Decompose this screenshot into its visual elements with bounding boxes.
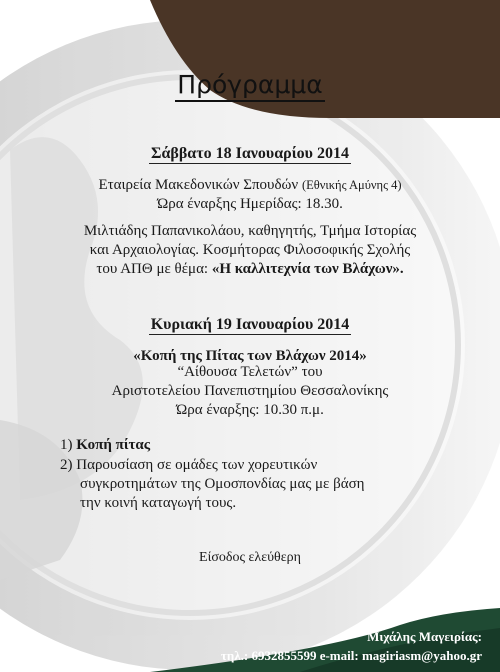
footer-phone: 6932855599 [251, 648, 317, 663]
footer-contact-details: τηλ.: 6932855599 e-mail: magiriasm@yahoo.gr [220, 648, 482, 663]
day1-speaker-line3: του ΑΠΘ με θέμα: «Η καλλιτεχνία των Βλάχων». [96, 261, 404, 277]
day1-speaker-line1: Μιλτιάδης Παπανικολάου, καθηγητής, Τμήμα Ιστορίας [83, 223, 417, 239]
program-item-2-line3: την κοινή καταγωγή τους. [80, 495, 237, 511]
day1-speaker-line2: και Αρχαιολογίας. Κοσμήτορας Φιλοσοφικής Σχολής [89, 242, 411, 258]
entry-note: Είσοδος ελεύθερη [199, 550, 301, 565]
footer-contact-name: Μιχάλης Μαγειρίας: [367, 629, 482, 644]
day2-hall: “Αίθουσα Τελετών” του [177, 364, 323, 380]
page-title: Πρόγραμμα [0, 70, 500, 99]
day1-heading: Σάββατο 18 Ιανουαρίου 2014 [151, 145, 349, 162]
program-item-1: 1) Κοπή πίτας [60, 437, 151, 453]
day2-event-title: «Κοπή της Πίτας των Βλάχων 2014» [133, 348, 367, 364]
footer-email: magiriasm@yahoo.gr [361, 648, 482, 663]
program-item-2-line2: συγκροτημάτων της Ομοσπονδίας μας με βάση [80, 476, 365, 492]
day1-start-time: Ώρα έναρξης Ημερίδας: 18.30. [157, 196, 343, 212]
day2-university: Αριστοτελείου Πανεπιστημίου Θεσσαλονίκης [111, 383, 389, 399]
program-item-2: 2) Παρουσίαση σε ομάδες των χορευτικών [60, 457, 318, 473]
day2-heading: Κυριακή 19 Ιανουαρίου 2014 [150, 316, 350, 333]
day1-venue: Εταιρεία Μακεδονικών Σπουδών (Εθνικής Αμύνης 4) [98, 177, 402, 193]
day2-start-time: Ώρα έναρξης: 10.30 π.μ. [176, 402, 324, 418]
